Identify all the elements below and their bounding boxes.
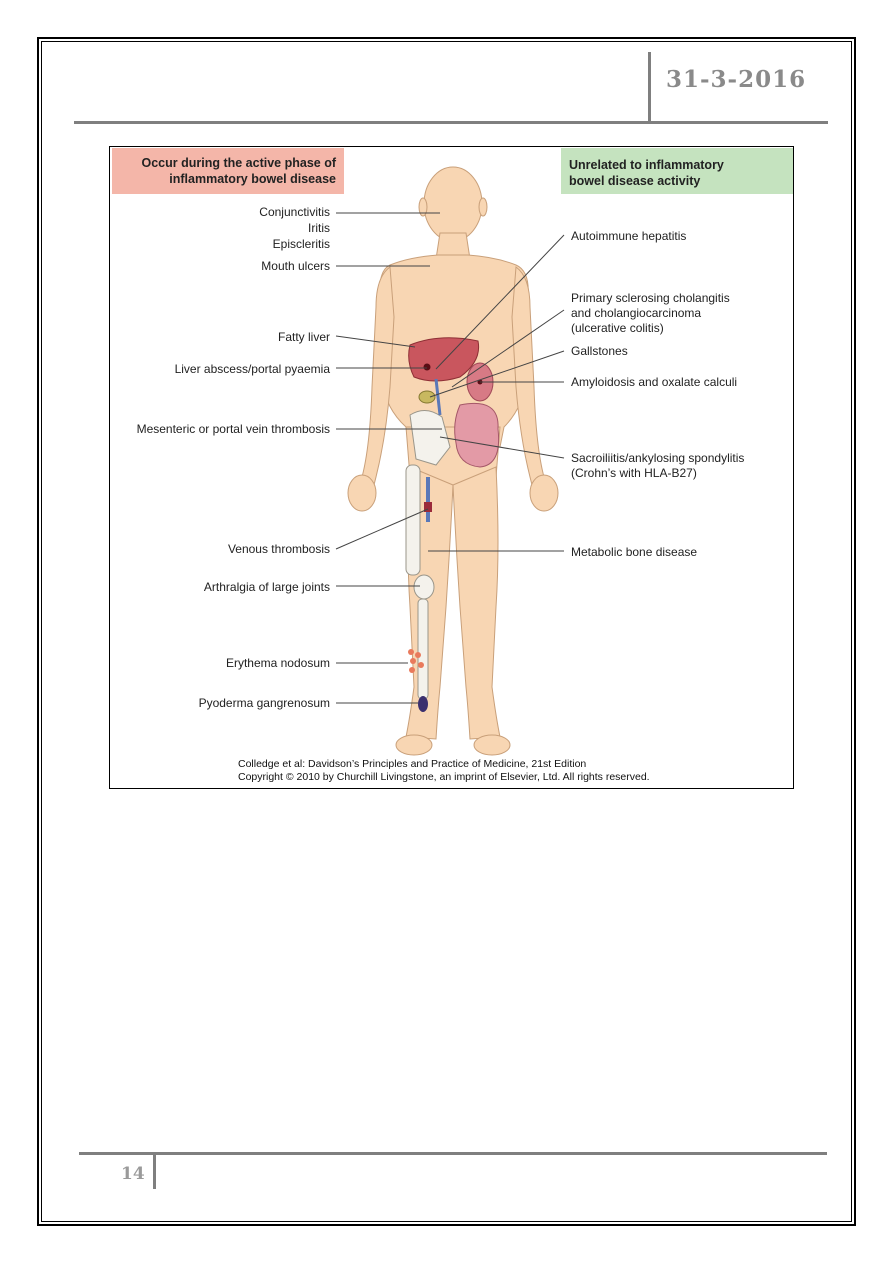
erythema-nodosum-spot <box>415 652 421 658</box>
box-active-phase-text: Occur during the active phase of inflammatory bowel disease <box>141 156 336 186</box>
erythema-nodosum-spot <box>408 649 414 655</box>
femur <box>406 465 420 575</box>
figure-credit <box>238 758 650 784</box>
label-pyoderma: Pyoderma gangrenosum <box>198 696 330 710</box>
label-iritis: Iritis <box>308 221 330 235</box>
header-date: 31-3-2016 <box>666 66 807 93</box>
header-divider <box>648 52 651 124</box>
label-venous-thrombosis: Venous thrombosis <box>227 542 330 556</box>
gallbladder <box>419 391 435 403</box>
box-unrelated <box>561 148 793 194</box>
leg-right <box>453 467 500 739</box>
label-mouth-ulcers: Mouth ulcers <box>261 259 330 273</box>
knee <box>414 575 434 599</box>
label-fatty-liver: Fatty liver <box>277 330 330 344</box>
hand-right <box>530 475 558 511</box>
erythema-nodosum-spot <box>418 662 424 668</box>
head <box>424 167 482 241</box>
tibia <box>418 599 428 699</box>
page-number: 14 <box>121 1164 145 1184</box>
label-gallstones: Gallstones <box>571 344 628 358</box>
box-active-phase <box>112 148 344 194</box>
box-unrelated-text: Unrelated to inflammatory bowel disease activity <box>569 158 724 188</box>
credit-line-2: Copyright © 2010 by Churchill Livingstone, an imprint of Elsevier, Ltd. All rights reserved. <box>238 771 650 783</box>
arm-right <box>512 267 550 501</box>
foot-left <box>396 735 432 755</box>
credit-line-1: Colledge et al: Davidson’s Principles and Practice of Medicine, 21st Edition <box>238 758 587 770</box>
erythema-nodosum-spot <box>410 658 416 664</box>
header-rule <box>74 121 828 124</box>
footer-divider <box>153 1152 156 1189</box>
hand-left <box>348 475 376 511</box>
label-erythema-nodosum: Erythema nodosum <box>225 656 330 670</box>
liver-abscess <box>424 364 431 371</box>
body-silhouette <box>348 167 558 755</box>
erythema-nodosum-spot <box>409 667 415 673</box>
label-arthralgia: Arthralgia of large joints <box>203 580 330 594</box>
intestines <box>455 403 499 467</box>
pyoderma-lesion <box>418 696 428 712</box>
footer-rule <box>79 1152 827 1155</box>
arm-left <box>356 267 394 501</box>
ibd-extraintestinal-figure <box>109 146 794 789</box>
label-sacroiliitis: Sacroiliitis/ankylosing spondylitis (Crohn’s with HLA-B27) <box>571 451 745 480</box>
label-liver-abscess: Liver abscess/portal pyaemia <box>174 362 330 376</box>
label-episcleritis: Episcleritis <box>272 237 330 251</box>
label-mesenteric: Mesenteric or portal vein thrombosis <box>136 422 330 436</box>
label-autoimmune-hepatitis: Autoimmune hepatitis <box>571 229 687 243</box>
ear-right <box>479 198 487 216</box>
label-amyloidosis: Amyloidosis and oxalate calculi <box>571 375 738 389</box>
foot-right <box>474 735 510 755</box>
label-conjunctivitis: Conjunctivitis <box>259 205 330 219</box>
label-metabolic-bone: Metabolic bone disease <box>571 545 698 559</box>
label-psc: Primary sclerosing cholangitis and cholangiocarcinoma (ulcerative colitis) <box>571 291 730 335</box>
